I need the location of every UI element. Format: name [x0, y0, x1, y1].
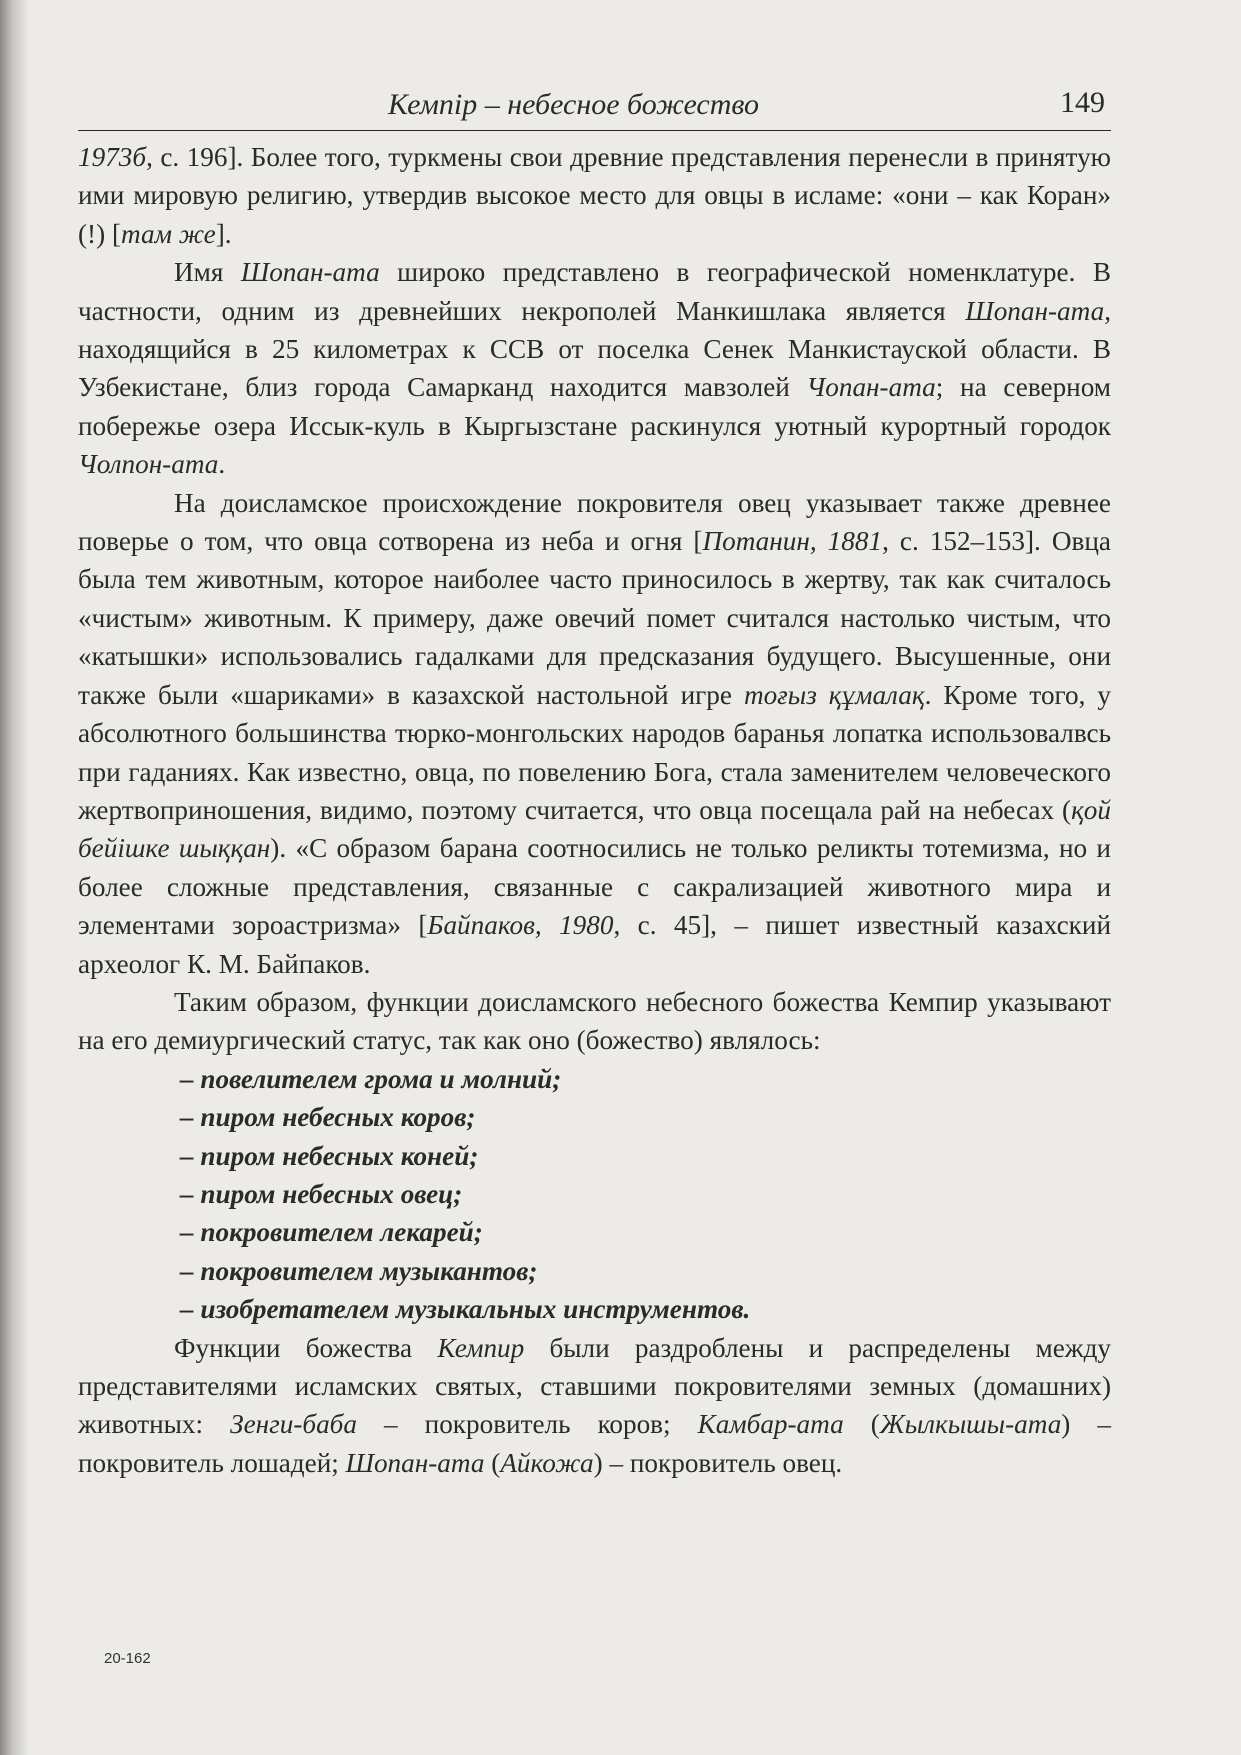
list-item: – покровителем музыкантов;: [180, 1255, 538, 1286]
text-run: , с. 152–153]. Овца была тем животным, которое наиболее часто приносилось в жертву, так как считалось «чистым» животным. К примеру, даже овечий помет считался настолько чистым, что «катышки» использовались гадалками для предсказания будущего. Высушенные, они также были «шариками» в казахской настольной игре: [78, 526, 1111, 710]
text-run: ) – покровитель овец.: [593, 1447, 843, 1478]
paragraph-4: [78, 983, 1111, 1060]
text-run: ). «С образом барана соотносились не только реликты тотемизма, но и более сложные представления, связанные с сакрализацией животного мира и элементами зороастризма» [: [78, 833, 1111, 941]
page-number: 149: [1060, 86, 1105, 119]
text-run: ].: [215, 218, 232, 249]
italic-term: Шопан-ата: [345, 1447, 485, 1478]
text-run: (: [484, 1447, 501, 1478]
text-run: Функции божества: [174, 1332, 438, 1363]
list-item: – покровителем лекарей;: [180, 1217, 483, 1248]
running-title: Кемпір – небесное божество: [388, 88, 760, 121]
italic-term: Айкожа: [500, 1447, 594, 1478]
text-run: (: [843, 1409, 880, 1440]
body-text: [78, 138, 1111, 1482]
paragraph-5: [78, 1329, 1111, 1483]
text-run: , с. 196]. Более того, туркмены свои древние представления перенесли в принятую ими мировую религию, утвердив высокое место для овцы в исламе: «они – как Коран» (!) [: [78, 142, 1111, 249]
paragraph-3: [78, 484, 1111, 983]
text-run: Имя: [174, 257, 241, 288]
paragraph-1: [78, 138, 1111, 253]
text-run: На доисламское происхождение покровителя овец указывает также древнее поверье о том, что овца сотворена из неба и огня [: [78, 487, 1111, 557]
italic-term: там же: [121, 218, 216, 249]
text-run: Таким образом, функции доисламского небесного божества Кемпир указывают на его демиургический статус, так как оно (божество) являлось:: [78, 986, 1111, 1056]
italic-term: Потанин, 1881: [702, 526, 883, 557]
text-run: .: [218, 449, 226, 480]
list-item: – пиром небесных коней;: [180, 1140, 479, 1171]
text-run: , находящийся в 25 километрах к ССВ от поселка Сенек Манкистауской области. В Узбекистане, близ города Самарканд находится мавзолей: [78, 295, 1111, 403]
italic-term: Зенги-баба: [230, 1409, 357, 1440]
list-item: – повелителем грома и молний;: [180, 1063, 562, 1094]
text-run: . Кроме того, у абсолютного большинства тюрко-монгольских народов баранья лопатка использовалвсь при гаданиях. Как известно, овца, по повелению Бога, стала заменителем человеческого жертвоприношения, видимо, поэтому считается, что овца посещала рай на небесах (: [78, 679, 1112, 825]
italic-term: қой бейішке шыққан: [78, 794, 1111, 864]
list-item: – изобретателем музыкальных инструментов.: [180, 1294, 751, 1325]
italic-term: Камбар-ата: [697, 1409, 844, 1440]
text-run: ) – покровитель лошадей;: [78, 1409, 1112, 1478]
page-header: [78, 88, 1111, 131]
italic-term: 1973б: [78, 142, 147, 172]
italic-term: Кемпир: [437, 1332, 525, 1363]
text-run: широко представлено в географической номенклатуре. В частности, одним из древнейших некрополей Манкишлака является: [78, 257, 1112, 326]
italic-term: Жылкышы-ата: [879, 1409, 1062, 1440]
italic-term: Чопан-ата: [806, 372, 936, 403]
signature-code: 20-162: [104, 1650, 151, 1667]
text-run: ; на северном побережье озера Иссык-куль в Кыргызстане раскинулся уютный курортный городок: [78, 372, 1112, 441]
paragraph-2: [78, 253, 1111, 483]
italic-term: Шопан-ата: [240, 257, 380, 288]
italic-term: Чолпон-ата: [78, 449, 219, 480]
italic-term: тоғыз құмалақ: [743, 679, 925, 710]
functions-list: [78, 1060, 1111, 1329]
page-left-shadow: [0, 0, 30, 1755]
text-run: были раздроблены и распределены между представителями исламских святых, ставшими покровителями земных (домашних) животных:: [78, 1332, 1111, 1440]
text-run: – покровитель коров;: [356, 1409, 698, 1440]
italic-term: Байпаков, 1980: [427, 910, 614, 941]
text-run: , с. 45], – пишет известный казахский археолог К. М. Байпаков.: [78, 910, 1111, 979]
list-item: – пиром небесных овец;: [180, 1178, 463, 1209]
italic-term: Шопан-ата: [965, 295, 1105, 326]
list-item: – пиром небесных коров;: [180, 1102, 476, 1133]
